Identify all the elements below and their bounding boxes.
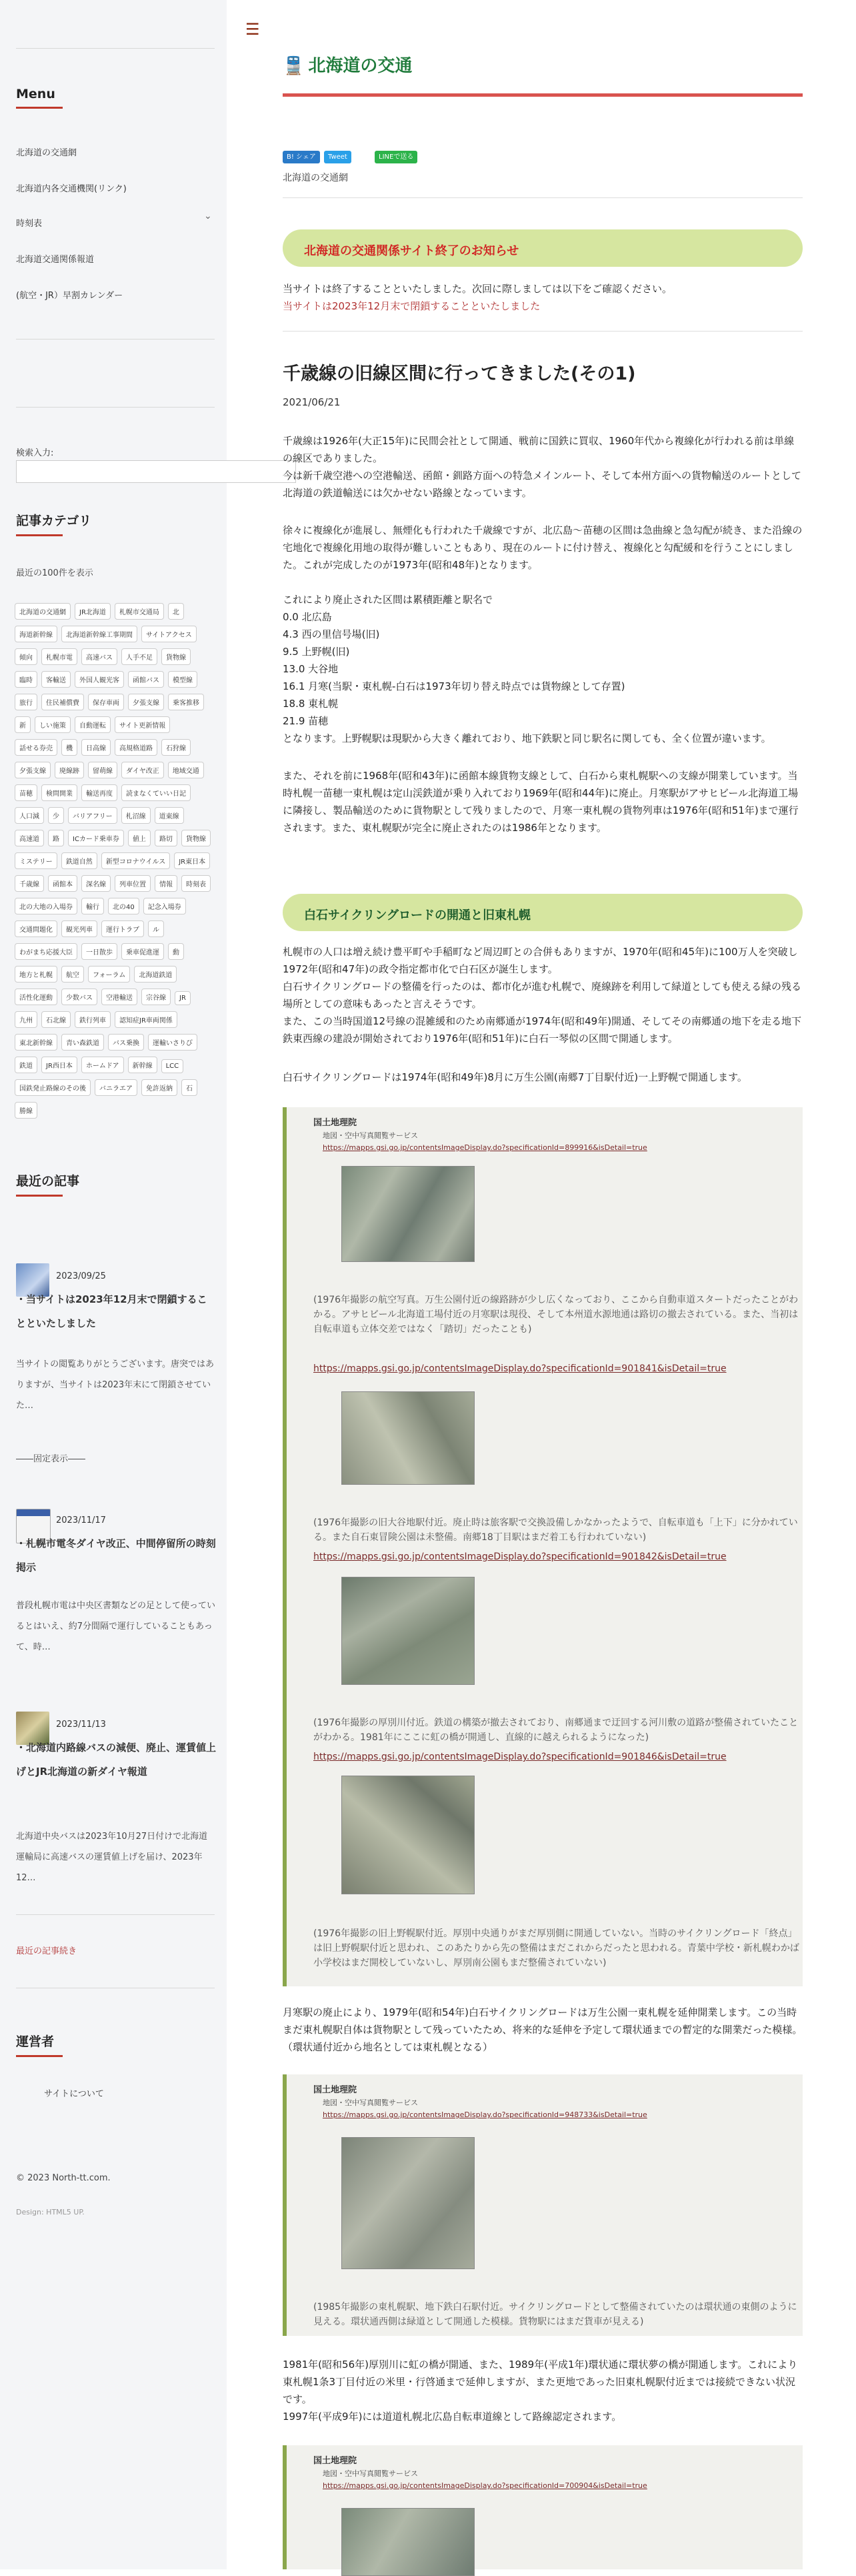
map-link[interactable]: https://mapps.gsi.go.jp/contentsImageDisplay.do?specificationId=948733&isDetail=true: [323, 2110, 647, 2119]
paragraph: 1981年(昭和56年)厚別川に虹の橋が開通、また、1989年(平成1年)環状通に環状夢の橋が開通します。これにより東札幌1条3丁目付近の米里・行啓通まで延伸しますが、また更地であった旧東札幌駅付近までは接続できない状況です。 1997年(平成9年)には道道札幌北広島自転車道線として路線認定されます。: [283, 2359, 798, 2423]
category-tag[interactable]: ホームドア: [81, 1057, 124, 1073]
map-link[interactable]: https://mapps.gsi.go.jp/contentsImageDisplay.do?specificationId=901841&isDetail=true: [313, 1363, 727, 1374]
category-tag[interactable]: 北海道新幹線工事期間: [61, 626, 137, 642]
category-tag[interactable]: 道東線: [155, 807, 184, 824]
category-tag[interactable]: 高速道: [15, 830, 44, 846]
design-credit[interactable]: Design: HTML5 UP.: [16, 2208, 85, 2216]
category-tag[interactable]: 輸送再度: [81, 784, 117, 801]
hamburger-menu-icon[interactable]: ☰: [245, 20, 260, 39]
paragraph: 札幌市の人口は増え続け豊平町や手稲町など周辺町との合併もありますが、1970年(昭和45年)に100万人を突破し1972年(昭和47年)の政令指定都市化で白石区が誕生します。 白石サイクリングロードの整備を行ったのは、都市化が進む札幌で、廃線跡を利用して緑道としても使える緑の残る場所としての意味もあったと言えそうです。 また、この当時国道12号線の混雑緩和のため南郷通が1974年(昭和49年)開通、そしてその南郷通の地下を走る地下鉄東西線の建設が開始されており1976年(昭和51年)に白石一琴似の区間で開通します。: [283, 946, 802, 1045]
category-tag[interactable]: 話せる券売: [15, 739, 57, 756]
section-heading: 白石サイクリングロードの開通と旧東札幌: [283, 894, 803, 931]
category-tag[interactable]: 地域交通: [168, 762, 204, 778]
category-tag[interactable]: JR東日本: [174, 852, 210, 869]
paragraph: これにより廃止された区間は累積距離と駅名で 0.0 北広島 4.3 西の里信号場(旧) 9.5 上野幌(旧) 13.0 大谷地 16.1 月寒(当駅・東札幌-白石は1973年切り替え時点では貨物線として存置) 18.8 東札幌 21.9 苗穂 となります。上野幌駅は現駅から大きく離れており、地下鉄駅と同じ駅名に関しても、全く位置が違います。: [283, 594, 771, 744]
category-tag[interactable]: 東北新幹線: [15, 1034, 57, 1051]
photo-caption: (1976年撮影の航空写真。万生公園付近の線路跡が少し広くなっており、ここから自動車道スタートだったことがわかる。アサヒビール北海道工場付近の月寒駅は現役、そして本州道水源地通は路切の撤去されている。また、当初は自転車道も立体交差ではなく「踏切」だったことも): [313, 1295, 799, 1335]
post-date: 2023/11/17: [56, 1515, 106, 1525]
operator-heading: 運営者: [16, 2032, 63, 2057]
category-tag[interactable]: 苗穂: [15, 784, 37, 801]
category-tag[interactable]: 外国人観光客: [75, 671, 124, 688]
category-tag[interactable]: 検問開業: [41, 784, 77, 801]
post-title[interactable]: ・当サイトは2023年12月末で閉鎖することといたしました: [16, 1293, 207, 1329]
divider: [283, 331, 803, 332]
post-excerpt: 普段札幌市電は中央区書類などの足として使っているとはいえ、約7分間隔で運行していることもあって、時…: [16, 1601, 216, 1652]
pinned-badge: ――固定表示――: [16, 1454, 86, 1464]
box-title: 国土地理院: [313, 1118, 357, 1128]
divider: [283, 197, 803, 198]
category-tag[interactable]: 一日散歩: [81, 943, 117, 960]
category-tag[interactable]: 列車位置: [115, 875, 151, 892]
post-date: 2023/09/25: [56, 1271, 106, 1281]
category-tag[interactable]: 函館本: [48, 875, 77, 892]
category-tag[interactable]: 乗客推移: [168, 694, 204, 710]
paragraph: 千歳線は1926年(大正15年)に民間会社として開通、戦前に国鉄に買収、1960年代から複線化が行われる前は単線の線区でありました。 今は新千歳空港への空港輸送、函館・釧路方面への特急メインルート、そして本州方面への貨物輸送のルートとして北海道の鉄道輸送には欠かせない路線となっています。: [283, 435, 801, 499]
category-tag[interactable]: 留萌線: [88, 762, 117, 778]
category-tag[interactable]: 交通問題化: [15, 920, 57, 937]
category-tag[interactable]: 札幌市電: [41, 648, 77, 665]
notice-text: 当サイトは終了することといたしました。次回に際しましては以下をご確認ください。: [283, 283, 672, 295]
notice-link[interactable]: 当サイトは2023年12月末で閉鎖することといたしました: [283, 300, 541, 312]
category-tag[interactable]: 人口減: [15, 807, 44, 824]
category-note: 最近の100件を表示: [16, 568, 93, 578]
map-link[interactable]: https://mapps.gsi.go.jp/contentsImageDisplay.do?specificationId=899916&isDetail=true: [323, 1143, 647, 1152]
recent-heading: 最近の記事: [16, 1171, 79, 1197]
title-underline: [283, 93, 803, 97]
category-tag[interactable]: しい施策: [35, 716, 71, 733]
category-tag[interactable]: 石: [181, 1079, 197, 1096]
box-subtitle: 地図・空中写真閲覧サービス: [323, 2098, 418, 2107]
menu-item-timetable[interactable]: 時刻表: [16, 219, 43, 229]
box-title: 国土地理院: [313, 2456, 357, 2466]
category-tag[interactable]: 路切: [155, 830, 177, 846]
chevron-down-icon[interactable]: ⌄: [204, 211, 212, 221]
paragraph: 徐々に複線化が進展し、無煙化も行われた千歳線ですが、北広島～苗穂の区間は急曲線と急勾配が続き、また沿線の宅地化で複線化用地の取得が難しいこともあり、現在のルートに付け替え、複線化と勾配緩和を行うことにしました。これが完成したのが1973年(昭和48年)となります。: [283, 524, 803, 571]
category-tag[interactable]: 値上: [128, 830, 151, 846]
category-tag[interactable]: ミステリー: [15, 852, 57, 869]
map-link[interactable]: https://mapps.gsi.go.jp/contentsImageDisplay.do?specificationId=700904&isDetail=true: [323, 2481, 647, 2490]
category-tag[interactable]: ダイヤ改正: [121, 762, 164, 778]
category-tag[interactable]: 旅行: [15, 694, 37, 710]
category-tag[interactable]: 路: [48, 830, 64, 846]
hatena-share-button[interactable]: B! シェア: [283, 151, 320, 163]
category-tag[interactable]: 活性化運動: [15, 989, 57, 1005]
category-tag[interactable]: 九州: [15, 1011, 37, 1028]
category-tag[interactable]: JR西日本: [41, 1057, 77, 1073]
map-link[interactable]: https://mapps.gsi.go.jp/contentsImageDisplay.do?specificationId=901846&isDetail=true: [313, 1752, 727, 1762]
category-tag[interactable]: 高規格道路: [115, 739, 157, 756]
category-tag[interactable]: 鉄道: [15, 1057, 37, 1073]
category-tag[interactable]: 客輸送: [41, 671, 71, 688]
line-share-button[interactable]: LINEで送る: [375, 151, 417, 163]
category-tag[interactable]: JR北海道: [75, 603, 111, 620]
category-tag[interactable]: 深名線: [81, 875, 111, 892]
copyright: © 2023 North-tt.com.: [16, 2173, 111, 2183]
category-tag[interactable]: 空港輸送: [101, 989, 137, 1005]
photo-caption: (1976年撮影の旧大谷地駅付近。廃止時は旅客駅で交換設備しかなかったようで、自転車道も「上下」に分かれている。また自石東冒険公園は未整備。南郷18丁目駅はまだ着工も行われていない): [313, 1517, 798, 1543]
category-tag[interactable]: 石北線: [41, 1011, 71, 1028]
category-tag[interactable]: サイト更新情報: [115, 716, 170, 733]
category-tag[interactable]: JR: [175, 991, 191, 1005]
menu-heading: Menu: [16, 87, 63, 109]
category-tag[interactable]: 宗谷線: [141, 989, 171, 1005]
category-tag[interactable]: 機: [61, 739, 77, 756]
category-tag[interactable]: 国鉄発止路線のその後: [15, 1079, 91, 1096]
category-tag[interactable]: バス乗換: [108, 1034, 144, 1051]
aerial-photo[interactable]: [341, 1577, 475, 1685]
category-tag[interactable]: 北海道の交通網: [15, 603, 71, 620]
category-tag[interactable]: サイトアクセス: [141, 626, 197, 642]
category-tag[interactable]: 札幌市交通局: [115, 603, 164, 620]
category-tag[interactable]: 住民補償費: [41, 694, 84, 710]
post-date: 2023/11/13: [56, 1720, 106, 1730]
menu-item-news[interactable]: 北海道交通関係報道: [16, 255, 95, 265]
category-tag[interactable]: 情報: [155, 875, 177, 892]
category-tag[interactable]: 時刻表: [181, 875, 211, 892]
aerial-photo[interactable]: [341, 1776, 475, 1894]
aerial-photo[interactable]: [341, 1391, 475, 1485]
category-tag[interactable]: 人手不足: [121, 648, 157, 665]
category-tag[interactable]: 運輸いさりび: [148, 1034, 197, 1051]
category-tag[interactable]: 航空: [61, 966, 84, 983]
post-title[interactable]: ・北海道内路線バスの減便、廃止、運賃値上げとJR北海道の新ダイヤ報道: [16, 1742, 217, 1778]
divider: [16, 407, 215, 408]
category-tag[interactable]: 新: [15, 716, 31, 733]
paragraph: また、それを前に1968年(昭和43年)に函館本線貨物支線として、白石から東札幌駅への支線が開業しています。当時札幌一苗穂一東札幌は定山渓鉄道が乗り入れており1969年(昭和44年)に廃止。月寒駅がアサヒビール北海道工場に隣接し、製品輸送のために貨物駅として残りましたので、月寒一東札幌の貨物列車は1976年(昭和51年)まで運行されます。また、東札幌駅が完全に廃止されたのは1986年となります。: [283, 770, 799, 834]
tag-cloud: [15, 603, 215, 1125]
category-tag[interactable]: 北: [168, 603, 184, 620]
photo-caption: (1976年撮影の厚別川付近。鉄道の構築が撤去されており、南郷通まで迂回する河川敷の道路が整備されていたことがわかる。1981年にここに虹の橋が開通し、直線的に越えられるようになった): [313, 1718, 799, 1743]
category-tag[interactable]: 青い森鉄道: [61, 1034, 104, 1051]
aerial-photo[interactable]: [341, 1166, 475, 1262]
category-tag[interactable]: 地方と札幌: [15, 966, 57, 983]
category-tag[interactable]: バリアフリー: [68, 807, 117, 824]
category-tag[interactable]: 北の40: [108, 898, 139, 914]
more-posts-link[interactable]: 最近の記事続き: [16, 1946, 77, 1956]
search-label: 検索入力:: [16, 448, 54, 458]
sidebar: [0, 0, 227, 2569]
photo-caption: (1976年撮影の旧上野幌駅付近。厚別中央通りがまだ厚別側に開通していない。当時のサイクリングロード「終点」は旧上野幌駅付近と思われ、このあたりから先の整備はまだこれからだったと思われる。青葉中学校・新札幌わかば小学校はまだ開校していないし、厚別南公園もまだ整備されていない): [313, 1928, 799, 1968]
menu-item-calendar[interactable]: (航空・JR）早割カレンダー: [16, 291, 123, 301]
divider: [16, 48, 215, 49]
category-tag[interactable]: ICカード乗車券: [68, 830, 124, 846]
category-tag[interactable]: バニラエア: [95, 1079, 137, 1096]
site-title[interactable]: 🚆 北海道の交通: [283, 56, 413, 76]
category-heading: 記事カテゴリ: [16, 511, 91, 536]
about-link[interactable]: サイトについて: [44, 2089, 104, 2099]
post-excerpt: 北海道中央バスは2023年10月27日付けで北海道運輸局に高速バスの運賃値上げを届け、2023年12…: [16, 1832, 208, 1883]
category-tag[interactable]: 貨物線: [161, 648, 191, 665]
map-link[interactable]: https://mapps.gsi.go.jp/contentsImageDisplay.do?specificationId=901842&isDetail=true: [313, 1551, 727, 1562]
breadcrumb[interactable]: 北海道の交通網: [283, 173, 348, 183]
category-tag[interactable]: 観光列車: [61, 920, 97, 937]
category-tag[interactable]: 認知症JR車両関係: [115, 1011, 177, 1028]
category-tag[interactable]: 貨物線: [181, 830, 211, 846]
category-tag[interactable]: 夕張支線: [15, 762, 51, 778]
category-tag[interactable]: 鉄行列車: [75, 1011, 111, 1028]
paragraph: 白石サイクリングロードは1974年(昭和49年)8月に万生公園(南郷7丁目駅付近)一上野幌で開通します。: [283, 1071, 747, 1083]
category-tag[interactable]: 鉄道自然: [61, 852, 97, 869]
box-title: 国土地理院: [313, 2085, 357, 2095]
paragraph: 月寒駅の廃止により、1979年(昭和54年)白石サイクリングロードは万生公園一東札幌を延伸開業します。この当時まだ東札幌駅自体は貨物駅として残っていたため、将来的な延伸を予定して環状通までの暫定的な開業だった模様。（環状通付近から地名としては東札幌となる）: [283, 2006, 803, 2053]
category-tag[interactable]: 札沼線: [121, 807, 151, 824]
category-tag[interactable]: 少数バス: [61, 989, 97, 1005]
category-tag[interactable]: 模型線: [168, 671, 197, 688]
category-tag[interactable]: 動: [168, 943, 184, 960]
category-tag[interactable]: 北海道鉄道: [134, 966, 177, 983]
post-title[interactable]: ・札幌市電冬ダイヤ改正、中間停留所の時刻掲示: [16, 1537, 216, 1573]
search-input[interactable]: [16, 460, 296, 483]
category-tag[interactable]: 夕張支線: [128, 694, 164, 710]
category-tag[interactable]: 自動運転: [75, 716, 111, 733]
category-tag[interactable]: 海道新幹線: [15, 626, 57, 642]
category-tag[interactable]: 石狩線: [161, 739, 191, 756]
category-tag[interactable]: 勝線: [15, 1102, 37, 1119]
category-tag[interactable]: 免許返納: [141, 1079, 177, 1096]
category-tag[interactable]: 高速バス: [81, 648, 117, 665]
article-date: 2021/06/21: [283, 396, 341, 408]
divider: [16, 339, 215, 340]
category-tag[interactable]: LCC: [161, 1059, 184, 1073]
tweet-button[interactable]: Tweet: [324, 151, 351, 163]
map-citation-box: [283, 2445, 803, 2569]
category-tag[interactable]: 保存車両: [88, 694, 124, 710]
category-tag[interactable]: 記念入場券: [143, 898, 186, 914]
article-title: 千歳線の旧線区間に行ってきました(その1): [283, 364, 636, 384]
category-tag[interactable]: 少: [48, 807, 64, 824]
map-citation-box: [283, 1107, 803, 1986]
category-tag[interactable]: ル: [148, 920, 164, 937]
aerial-photo[interactable]: [341, 2508, 475, 2576]
divider: [16, 1914, 215, 1915]
category-tag[interactable]: 千歳線: [15, 875, 44, 892]
aerial-photo[interactable]: [341, 2137, 475, 2269]
category-tag[interactable]: 廃線跡: [55, 762, 84, 778]
map-citation-box: [283, 2074, 803, 2336]
category-tag[interactable]: 北の大地の入場券: [15, 898, 77, 914]
menu-item-links[interactable]: 北海道内各交通機関(リンク): [16, 184, 127, 194]
menu-item-network[interactable]: 北海道の交通網: [16, 148, 77, 158]
category-tag[interactable]: 輸行: [81, 898, 104, 914]
category-tag[interactable]: 新幹線: [128, 1057, 157, 1073]
category-tag[interactable]: フォーラム: [88, 966, 130, 983]
category-tag[interactable]: 運行トラブ: [101, 920, 144, 937]
category-tag[interactable]: 臨時: [15, 671, 37, 688]
category-tag[interactable]: 乗車促進運: [121, 943, 164, 960]
category-tag[interactable]: 傾向: [15, 648, 37, 665]
photo-caption: (1985年撮影の東札幌駅、地下鉄白石駅付近。サイクリングロードとして整備されていたのは環状通の東側のように見える。環状通西側は緑道として開通した模様。貨物駅にはまだ貨車が見える): [313, 2302, 797, 2327]
category-tag[interactable]: 函館バス: [128, 671, 164, 688]
category-tag[interactable]: 日高線: [81, 739, 111, 756]
train-icon: 🚆: [283, 56, 305, 76]
notice-heading: 北海道の交通関係サイト終了のお知らせ: [283, 229, 803, 267]
box-subtitle: 地図・空中写真閲覧サービス: [323, 1131, 418, 1140]
category-tag[interactable]: わがまち応援大臣: [15, 943, 77, 960]
category-tag[interactable]: 読まなくていい日記: [121, 784, 191, 801]
box-subtitle: 地図・空中写真閲覧サービス: [323, 2469, 418, 2478]
post-excerpt: 当サイトの閲覧ありがとうございます。唐突ではありますが、当サイトは2023年末にて閉鎖させていた…: [16, 1359, 215, 1411]
category-tag[interactable]: 新型コロナウイルス: [101, 852, 170, 869]
